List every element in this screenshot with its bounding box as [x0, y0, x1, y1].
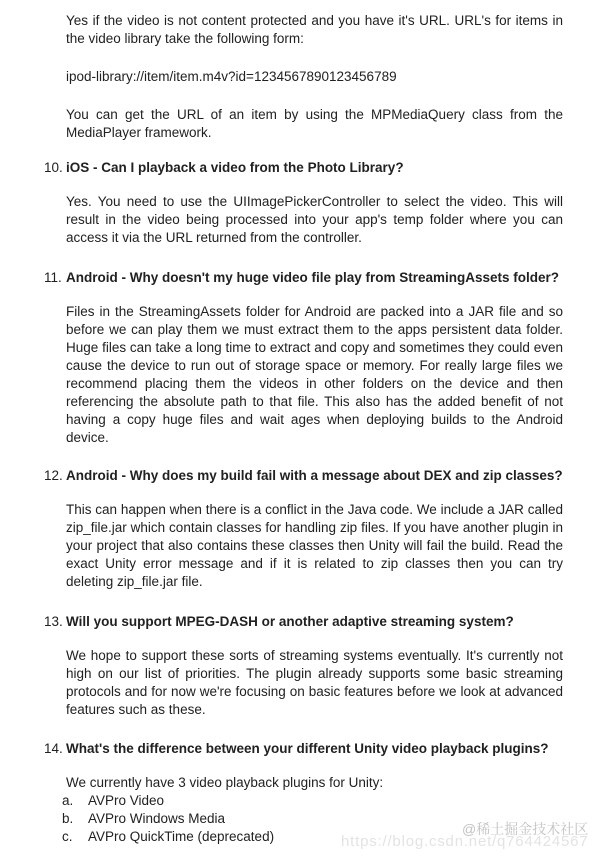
url-example-line: ipod-library://item/item.m4v?id=1234567890123456789 [66, 69, 397, 84]
faq-question-text-10: iOS - Can I playback a video from the Photo Library? [66, 160, 404, 175]
list-label-avpro-quicktime: AVPro QuickTime (deprecated) [88, 829, 275, 844]
faq-number-11: 11. [44, 270, 62, 285]
faq-question-12 [44, 467, 563, 485]
faq-answer-11: Files in the StreamingAssets folder for Android are packed into a JAR file and so before we can play them we must extract them to the apps persistent data folder. Huge files can take a long time to extract and copy and sometimes they could even cause the device to run out of storage space or memory. For really large files we recommend placing them the videos in other folders on the device and then referencing the absolute path to that file. This also has the added benefit of not having a copy huge files and wait ages when deploying builds to the Android device. [66, 304, 563, 445]
faq-number-14: 14. [44, 741, 63, 756]
list-label-avpro-video: AVPro Video [88, 793, 165, 808]
faq-question-14 [44, 740, 563, 758]
intro-paragraph-2: You can get the URL of an item by using the MPMediaQuery class from the MediaPlayer framework. [66, 107, 563, 140]
intro-paragraph-1: Yes if the video is not content protected and you have it's URL. URL's for items in the video library take the following form: [66, 13, 563, 46]
faq-number-12: 12. [44, 468, 63, 483]
faq-question-13 [44, 613, 563, 631]
faq-question-text-11: Android - Why doesn't my huge video file play from StreamingAssets folder? [66, 270, 560, 285]
faq-answer-14-intro: We currently have 3 video playback plugins for Unity: [66, 775, 384, 790]
list-label-avpro-windows-media: AVPro Windows Media [88, 811, 226, 826]
list-marker-b: b. [62, 811, 74, 826]
faq-question-text-12: Android - Why does my build fail with a message about DEX and zip classes? [66, 468, 563, 483]
list-marker-c: c. [62, 829, 73, 844]
watermark-blog-url: https://blog.csdn.net/q764424567 [341, 833, 589, 850]
faq-number-13: 13. [44, 614, 63, 629]
faq-question-text-14: What's the difference between your different Unity video playback plugins? [66, 741, 549, 756]
faq-question-11 [44, 269, 563, 287]
list-marker-a: a. [62, 793, 74, 808]
list-item-avpro-video [62, 792, 563, 810]
faq-number-10: 10. [44, 160, 63, 175]
faq-answer-10: Yes. You need to use the UIImagePickerController to select the video. This will result in the video being processed into your app's temp folder where you can access it via the URL returned from the controller. [66, 194, 563, 245]
faq-answer-12: This can happen when there is a conflict in the Java code. We include a JAR called zip_file.jar which contain classes for handling zip files. If you have another plugin in your project that also contains these classes then Unity will fail the build. Read the exact Unity error message and if it is related to zip classes then you can try deleting zip_file.jar file. [66, 502, 563, 589]
watermark-community: @稀土掘金技术社区 [462, 821, 589, 837]
document-content [44, 12, 563, 846]
faq-question-text-13: Will you support MPEG-DASH or another adaptive streaming system? [66, 614, 514, 629]
faq-answer-13: We hope to support these sorts of streaming systems eventually. It's currently not high on our list of priorities. The plugin already supports some basic streaming protocols and for now we're focusing on basic features before we look at advanced features such as these. [66, 648, 563, 717]
faq-question-10 [44, 159, 563, 177]
